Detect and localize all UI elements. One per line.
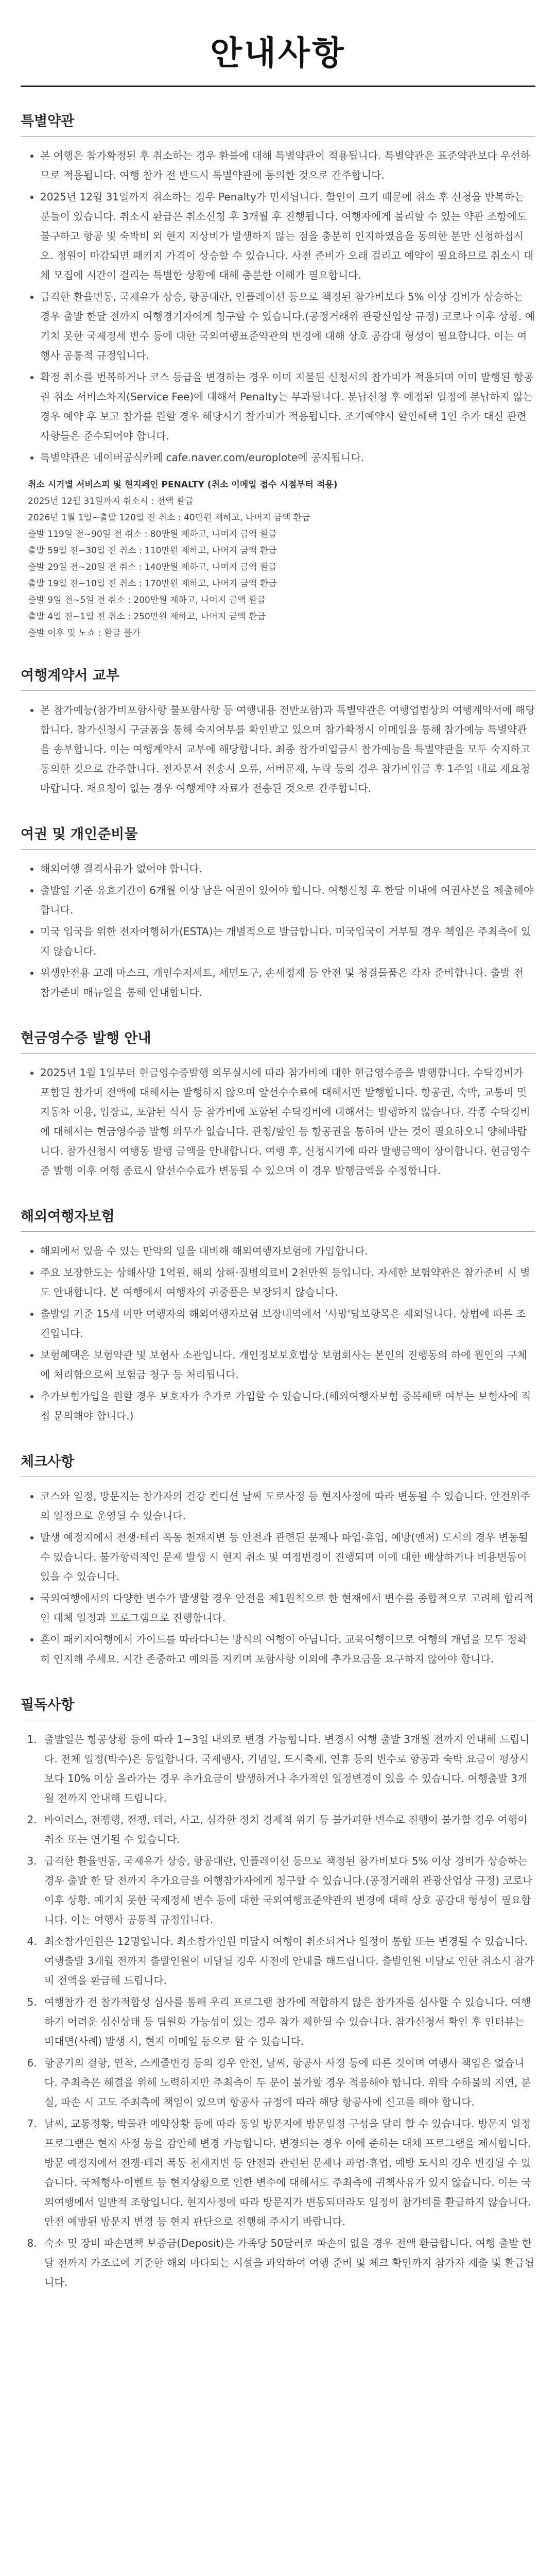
section — [21, 1182, 535, 1426]
section-heading: 여행계약서 교부 — [21, 641, 535, 691]
penalty-line: 출발 59일 전~30일 전 취소 : 110만원 제하고, 나머지 금액 환급 — [28, 546, 277, 556]
list-item: • 급격한 환율변동, 국제유가 상승, 항공대란, 인플레이션 등으로 책정된 참가비보다 5% 이상 경비가 상승하는 경우 출발 한달 전까지 여행경기자에게 청구할 수 있습니다.(공정거래위 관광산업상 규정) 코로나 이후 상황. 예기치 못한 국제정세 변수 등에 대한 국외여행표준약관의 변경에 대해 상호 공감대 형성이 필요합니다. 이는 여행사 공통적 규정입니다. — [40, 287, 535, 365]
list-item: • 추가보험가입을 원할 경우 보호자가 추가로 가입할 수 있습니다.(해외여행자보험 중복혜택 여부는 보험사에 직접 문의해야 합니다.) — [40, 1386, 535, 1426]
list-item: 3. 급격한 환율변동, 국제유가 상승, 항공대란, 인플레이션 등으로 책정된 참가비보다 5% 이상 경비가 상승하는 경우 출발 한 달 전까지 추가요금을 여행참가자에게 청구할 수 있습니다.(공정거래위 관광산업상 규정) 코로나 이후 상황. 예기치 못한 국제정세 변수 등에 대한 국외여행표준약관의 변경에 대해 상호 공감대 형성이 필요합니다. 이는 여행사 공통적 규정입니다. — [40, 1851, 535, 1929]
bullet-list — [21, 859, 535, 1002]
section-heading: 여권 및 개인준비물 — [21, 800, 535, 850]
cancellation-penalty-table — [28, 477, 535, 641]
penalty-line: 출발 29일 전~20일 전 취소 : 140만원 제하고, 나머지 금액 환급 — [28, 562, 277, 572]
penalty-line: 출발 9일 전~5일 전 취소 : 200만원 제하고, 나머지 금액 환급 — [28, 595, 266, 605]
list-item: • 주요 보장한도는 상해사망 1억원, 해외 상해·질병의료비 2천만원 등입니다. 자세한 보험약관은 참가준비 시 별도 안내합니다. 본 여행에서 여행자의 귀중품은 보장되지 않습니다. — [40, 1263, 535, 1302]
penalty-line: 출발 19일 전~10일 전 취소 : 170만원 제하고, 나머지 금액 환급 — [28, 579, 277, 589]
page-title: 안내사항 — [210, 35, 346, 73]
section — [21, 1428, 535, 1669]
section-heading: 특별약관 — [21, 87, 535, 137]
penalty-line: 출발 4일 전~1일 전 취소 : 250만원 제하고, 나머지 금액 환급 — [28, 612, 266, 622]
sections-container — [0, 87, 556, 2292]
list-item: • 위생안전용 고래 마스크, 개인수저세트, 세면도구, 손세정제 등 안전 및 청결물품은 각자 준비합니다. 출발 전 참가준비 매뉴얼을 통해 안내합니다. — [40, 963, 535, 1002]
list-item: 2. 바이러스, 전쟁행, 전쟁, 테러, 사고, 심각한 정치 경제적 위기 등 불가피한 변수로 진행이 불가할 경우 여행이 취소 또는 연기될 수 있습니다. — [40, 1810, 535, 1849]
list-item: • 보험혜택은 보험약관 및 보험사 소관입니다. 개인정보보호법상 보험회사는 본인의 진행동의 하에 원인의 구체에 처리함으로써 보험금 청구 등 처리됩니다. — [40, 1345, 535, 1384]
list-item: • 국외여행에서의 다양한 변수가 발생할 경우 안전을 제1원칙으로 한 현재에서 변수를 종합적으로 고려해 합리적인 대체 일정과 프로그램으로 진행합니다. — [40, 1588, 535, 1628]
list-item: • 특별약관은 네이버공식카페 cafe.naver.com/europlote에 공지됩니다. — [40, 448, 535, 467]
penalty-header: 취소 시기별 서비스피 및 현지페인 PENALTY (취소 이메일 접수 시점부터 적용) — [28, 480, 338, 490]
section — [21, 800, 535, 1002]
list-item: • 출발일 기준 유효기간이 6개월 이상 남은 여권이 있어야 합니다. 여행신청 후 한달 이내에 여권사본을 제출해야 합니다. — [40, 880, 535, 920]
list-item: 8. 숙소 및 장비 파손면책 보증금(Deposit)은 가족당 50달러로 파손이 없을 경우 전액 환급합니다. 여행 출발 한달 전까지 가조료에 기준한 해외 마다되는 시설을 파악하여 여행 준비 및 체크 확인까지 참가자 제출 및 환급됩니다. — [40, 2233, 535, 2292]
bullet-list — [21, 1486, 535, 1669]
list-item: 5. 여행참가 전 참가적합성 심사를 통해 우리 프로그램 참가에 적합하지 않은 참가자를 심사할 수 있습니다. 여행하기 어려운 심신상태 등 팀원화 가능성이 있는 경우 참가 제한될 수 있습니다. 참가신청서 확인 후 인터뷰는 비대면(사례) 발생 시, 현지 이메일 등으로 할 수 있습니다. — [40, 1992, 535, 2051]
section — [21, 87, 535, 641]
section-heading: 필독사항 — [21, 1671, 535, 1720]
list-item: 1. 출발일은 항공상황 등에 따라 1~3일 내외로 변경 가능합니다. 변경시 여행 출발 3개월 전까지 안내해 드립니다. 전체 일정(박수)은 동일합니다. 국제행사, 기념일, 도시축제, 연휴 등의 변수로 항공과 숙박 요금이 평상시보다 10% 이상 올라가는 경우 추가요금이 발생하거나 추가적인 일정변경이 있을 수 있습니다. 여행출발 3개월 전까지 안내해 드립니다. — [40, 1730, 535, 1808]
list-item: • 출발일 기준 15세 미만 여행자의 해외여행자보험 보장내역에서 '사망'담보항목은 제외됩니다. 상법에 따른 조건입니다. — [40, 1304, 535, 1343]
list-item: • 발생 예정지에서 전쟁·테러 폭동 천재지변 등 안전과 관련된 문제나 파업·휴업, 예방(엔저) 도시의 경우 변동될 수 있습니다. 불가항력적인 문제 발생 시 현지 취소 및 여정변경이 진행되며 이에 대한 배상하거나 비용변동이 있을 수 있습니다. — [40, 1528, 535, 1586]
section-heading: 해외여행자보험 — [21, 1182, 535, 1232]
list-item: • 본 여행은 참가확정된 후 취소하는 경우 환불에 대해 특별약관이 적용됩니다. 특별약관은 표준약관보다 우선하므로 적용됩니다. 여행 참가 전 반드시 특별약관에 동의한 것으로 간주합니다. — [40, 146, 535, 185]
list-item: • 혼이 패키지여행에서 가이드를 따라다니는 방식의 여행이 아닙니다. 교육여행이므로 여행의 개념을 모두 정확히 인지해 주세요. 시간 존중하고 예의를 지키며 포함사항 이외에 추가요금을 요구하지 않아야 합니다. — [40, 1630, 535, 1669]
list-item: • 해외여행 결격사유가 없어야 합니다. — [40, 859, 535, 878]
list-item: • 해외에서 있을 수 있는 만약의 일을 대비해 해외여행자보험에 가입합니다. — [40, 1241, 535, 1261]
list-item: • 미국 입국을 위한 전자여행허가(ESTA)는 개별적으로 발급합니다. 미국입국이 거부될 경우 책임은 주최측에 있지 않습니다. — [40, 922, 535, 961]
section-heading: 체크사항 — [21, 1428, 535, 1477]
list-item: 4. 최소참가인원은 12명입니다. 최소참가인원 미달시 여행이 취소되거나 일정이 통합 또는 변경될 수 있습니다. 여행출발 3개월 전까지 출발인원이 미달될 경우 사전에 안내를 해드립니다. 출발인원 미달로 인한 취소시 참가비 전액을 환급해 드립니다. — [40, 1931, 535, 1990]
list-item: • 2025년 1월 1일부터 현금영수증발행 의무실시에 따라 참가비에 대한 현금영수증을 발행합니다. 수탁경비가 포함된 참가비 전액에 대해서는 발행하지 않으며 알선수수료에 대해서만 발행합니다. 항공권, 숙박, 교통비 및 지동차 이용, 입장료, 포함된 식사 등 참가비에 포함된 수탁경비에 대해서는 발행하지 않습니다. 각종 수탁경비에 대해서는 현금영수증 발행 의무가 없습니다. 관청/할인 등 항공권을 통하여 받는 것이 필요하오니 양해바랍니다. 참가신청시 여행동 발행 금액을 안내합니다. 여행 후, 신청시기에 따라 발행금액이 상이합니다. 현금영수증 발행 이후 여행 종료시 알선수수료가 변동될 수 있으며 이 경우 발행금액을 수정합니다. — [40, 1063, 535, 1180]
list-item: 7. 날씨, 교통정황, 박물관 예약상황 등에 따라 동일 방문지에 방문일정 구성을 달리 할 수 있습니다. 방문지 일정 프로그램은 현지 사정 등을 감안해 변경 가능합니다. 변경되는 경우 이에 준하는 대체 프로그램을 제시합니다. 방문 예정지에서 전쟁·테러 폭동 천재지변 등 안전과 관련된 문제나 파업·휴업, 예방 도시의 경우 변경될 수 있습니다. 국제행사·이벤트 등 현지상황으로 인한 변수에 대해서도 주최측에 귀책사유가 있지 않습니다. 이는 국외여행에서 일반적 조항입니다. 현지사정에 따라 방문지가 변동되더라도 일정이 참가비를 환급하지 않습니다. 안전 예방된 방문지 변경 등 현지 판단으로 진행해 주시기 바랍니다. — [40, 2114, 535, 2231]
section — [21, 1004, 535, 1180]
list-item: • 본 참가예능(참가비포함사항 불포함사항 등 여행내용 전반포함)과 특별약관은 여행업법상의 여행계약서에 해당합니다. 참가신청시 구글폼을 통해 숙지여부를 확인받고 있으며 참가확정시 이메일을 통해 참가예능 특별약관을 송부합니다. 이는 여행계약서 교부에 해당합니다. 최종 참가비입금시 참가예능을 특별약관을 모두 숙지하고 동의한 것으로 간주합니다. 전자문서 전송시 오류, 서버문제, 누락 등의 경우 참가비입금 후 1주일 내로 재요청 바랍니다. 재요청이 없는 경우 여행계약 자료가 전송된 것으로 간주합니다. — [40, 700, 535, 798]
bullet-list — [21, 1241, 535, 1426]
penalty-line: 2025년 12월 31일까지 취소시 : 전액 환급 — [28, 496, 194, 506]
list-item: • 2025년 12월 31일까지 취소하는 경우 Penalty가 면제됩니다. 할인이 크기 때문에 취소 후 신청을 반복하는 분들이 있습니다. 취소시 환급은 취소신청 후 3개월 후 진행됩니다. 여행자에게 불리할 수 있는 약관 조항에도 불구하고 항공 및 숙박비 외 현지 지상비가 발생하지 않는 점을 충분히 인지하였음을 동의한 분만 신청하십시오. 정원이 마감되면 패키지 가격이 상승할 수 있습니다. 사전 준비가 오래 걸리고 예약이 필요하므로 취소시 대체 모집에 시간이 걸리는 특별한 상황에 대해 충분한 이해가 필요합니다. — [40, 187, 535, 285]
penalty-line: 2026년 1월 1일~출발 120일 전 취소 : 40만원 제하고, 나머지 금액 환급 — [28, 513, 310, 523]
list-item: 6. 항공기의 결항, 연착, 스케줄변경 등의 경우 안전, 날씨, 항공사 사정 등에 따른 것이며 여행사 책임은 없습니다. 주최측은 해결을 위해 노력하지만 주최측이 두 문이 불가할 경우 적응해야 합니다. 위탁 수하물의 지연, 분실, 파손 시 고도 주최측에 책임이 있으며 항공사 규정에 따라 해당 항공사에 신고를 해야 합니다. — [40, 2053, 535, 2112]
section — [21, 641, 535, 798]
penalty-line: 출발 이후 및 노쇼 : 환급 불가 — [28, 628, 141, 638]
penalty-line: 출발 119일 전~90일 전 취소 : 80만원 제하고, 나머지 금액 환급 — [28, 529, 277, 539]
section — [21, 1671, 535, 2292]
list-item: • 확정 취소를 번복하거나 코스 등급을 변경하는 경우 이미 지불된 신청서의 참가비가 적용되며 이미 발행된 항공권 취소 서비스차지(Service Fee)에 대해서 Penalty는 부과됩니다. 분납신청 후 예정된 일정에 분납하지 않는 경우 예약 후 보고 참가를 원할 경우 해당시기 참가비가 적용됩니다. 조기예약시 할인혜택 1인 추가 대신 관련 사항들은 준수되어야 합니다. — [40, 367, 535, 446]
bullet-list — [21, 146, 535, 467]
list-item: • 코스와 일정, 방문지는 참가자의 건강 컨디션 날씨 도로사정 등 현지사정에 따라 변동될 수 있습니다. 안전위주의 일정으로 운영될 수 있습니다. — [40, 1486, 535, 1526]
section-heading: 현금영수증 발행 안내 — [21, 1004, 535, 1054]
bullet-list — [21, 1063, 535, 1180]
bullet-list — [21, 700, 535, 798]
numbered-list — [21, 1730, 535, 2292]
